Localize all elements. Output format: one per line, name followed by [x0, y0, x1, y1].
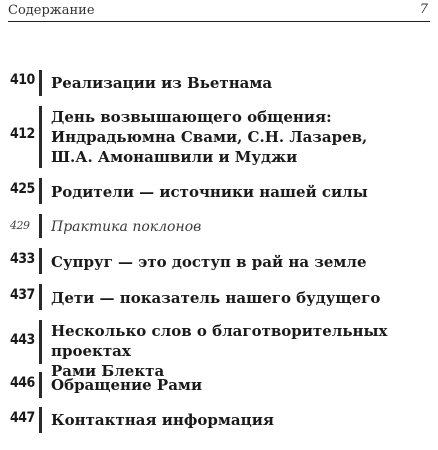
toc-page-number: 429: [10, 219, 30, 232]
toc-entry-bar: [39, 407, 42, 433]
toc-page-number: 443: [10, 332, 35, 348]
toc-entry-title: День возвышающего общения: Индрадьюмна Свами, С.Н. Лазарев, Ш.А. Амонашвили и Муджи: [51, 108, 368, 166]
toc-entry-title: Дети — показатель нашего будущего: [51, 289, 381, 307]
toc-entry-title: Контактная информация: [51, 411, 274, 429]
toc-entry-bar: [39, 70, 42, 96]
toc-page-number: 412: [10, 126, 35, 142]
toc-entry-bar: [39, 248, 42, 274]
toc-entry-bar: [39, 284, 42, 310]
toc-page-number: 446: [10, 375, 35, 391]
toc-entry-bar: [39, 214, 42, 238]
toc-page-number: 433: [10, 251, 35, 267]
toc-entry-bar: [39, 320, 42, 364]
toc-entry-title: Практика поклонов: [51, 219, 202, 235]
toc-entry-title: Супруг — это доступ в рай на земле: [51, 253, 367, 271]
toc-page-number: 447: [10, 410, 35, 426]
toc-entry-title: Реализации из Вьетнама: [51, 74, 273, 92]
toc-entry-bar: [39, 372, 42, 398]
toc-page-number: 437: [10, 287, 35, 303]
toc-entry-bar: [39, 106, 42, 168]
toc-entry-title: Родители — источники нашей силы: [51, 183, 368, 201]
toc-entry-bar: [39, 178, 42, 204]
header-title: Содержание: [8, 3, 95, 18]
toc-page-number: 410: [10, 72, 35, 88]
toc-page-number: 425: [10, 181, 35, 197]
header-page-number: 7: [419, 2, 428, 17]
toc-entry-title: Несколько слов о благотворительных проектах Рами Блекта: [51, 322, 388, 380]
toc-entry-title: Обращение Рами: [51, 376, 203, 394]
